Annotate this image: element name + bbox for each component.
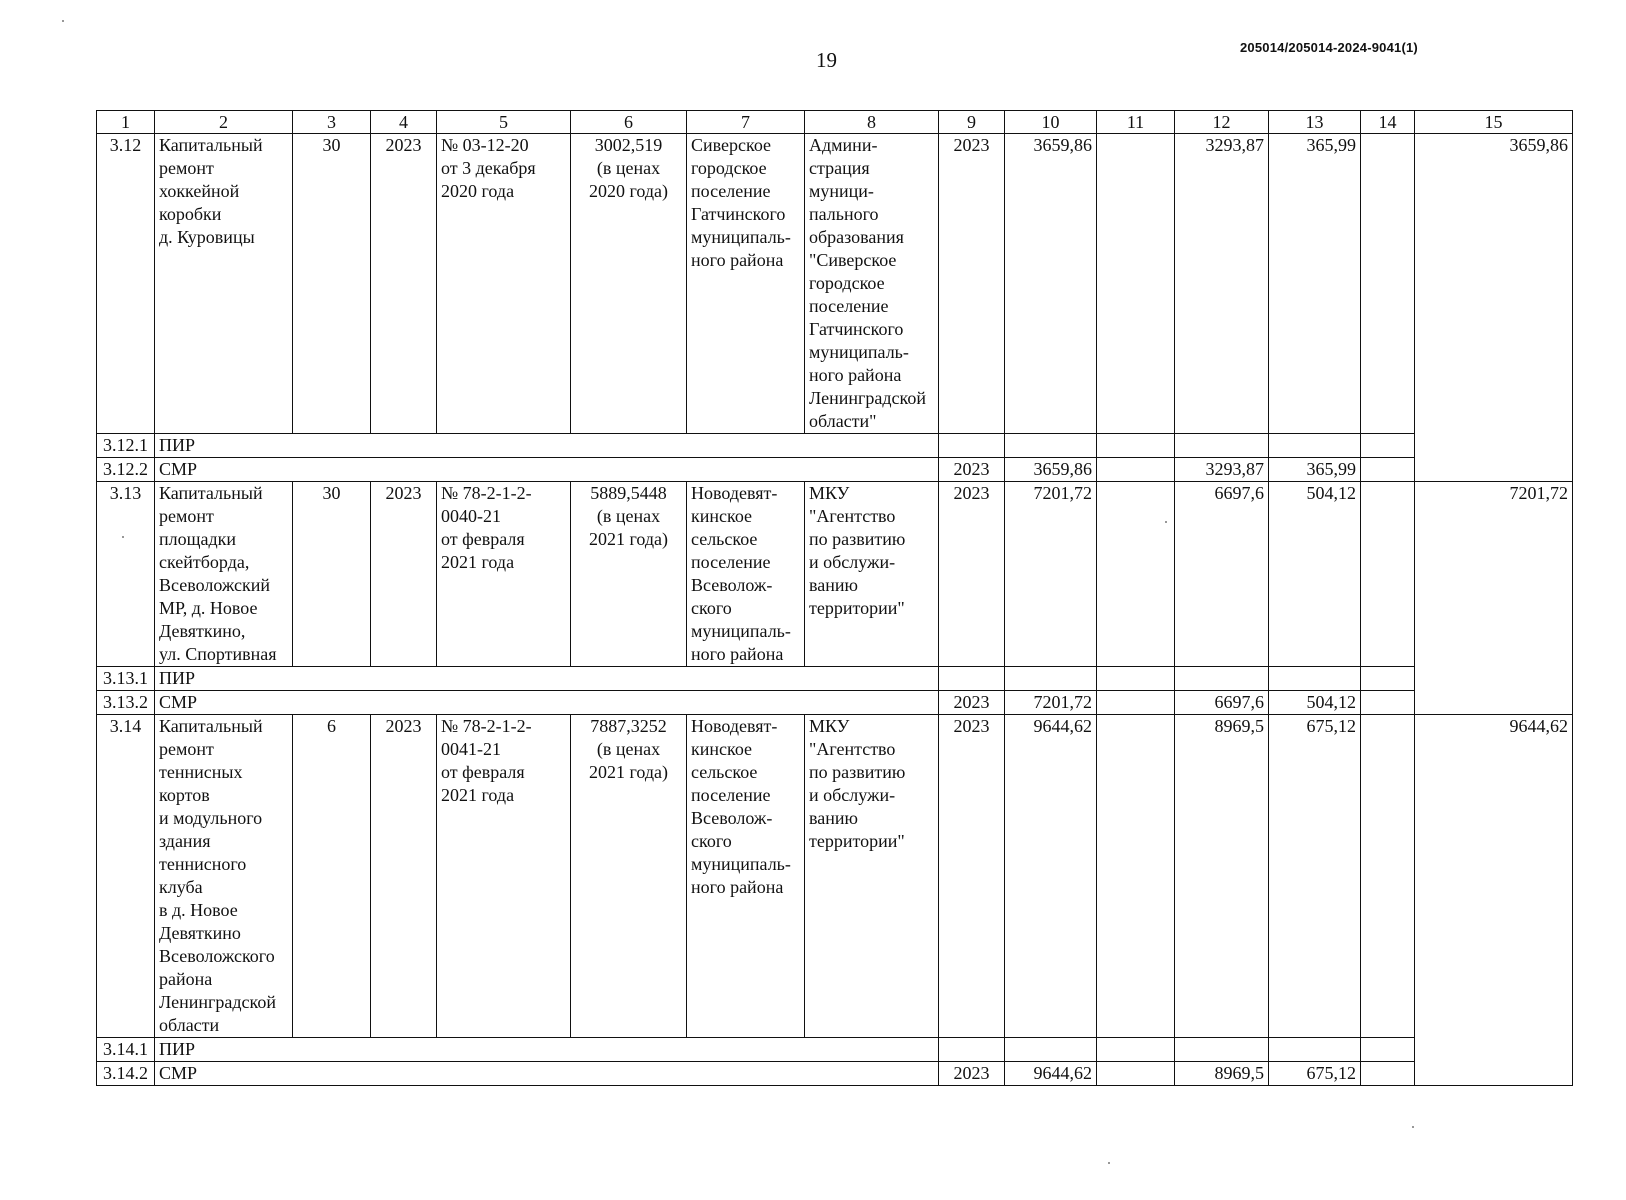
cell: 2023: [939, 1062, 1005, 1086]
cell: 2023: [371, 715, 437, 1038]
cell: 8969,5: [1175, 1062, 1269, 1086]
column-number: 6: [571, 111, 687, 134]
cell: [1175, 434, 1269, 458]
cell: [1269, 1038, 1361, 1062]
cell: [1097, 134, 1175, 434]
cell: [1175, 1038, 1269, 1062]
cell: [1361, 691, 1415, 715]
cell: [1361, 434, 1415, 458]
cell: [1269, 434, 1361, 458]
table-row: [97, 482, 1573, 667]
cell: 7201,72: [1005, 482, 1097, 667]
total-cell: 9644,62: [1415, 715, 1573, 1086]
estimated-cost: 7887,3252 (в ценах 2021 года): [571, 715, 687, 1038]
sub-item-label: ПИР: [155, 434, 939, 458]
scan-speck: [1412, 1126, 1414, 1128]
cell: [939, 1038, 1005, 1062]
table-row: [97, 715, 1573, 1038]
cell: 9644,62: [1005, 715, 1097, 1038]
cell: 7201,72: [1005, 691, 1097, 715]
cell: 3659,86: [1005, 458, 1097, 482]
municipality: Новодевят- кинское сельское поселение Всеволож- ского муниципаль- ного района: [687, 482, 805, 667]
cell: 675,12: [1269, 715, 1361, 1038]
column-number: 2: [155, 111, 293, 134]
column-number: 9: [939, 111, 1005, 134]
document-ref: № 78-2-1-2- 0041-21 от февраля 2021 года: [437, 715, 571, 1038]
cell: 2023: [939, 134, 1005, 434]
column-number: 11: [1097, 111, 1175, 134]
cell: [1361, 458, 1415, 482]
estimated-cost: 5889,5448 (в ценах 2021 года): [571, 482, 687, 667]
cell: 3293,87: [1175, 134, 1269, 434]
cell: 2023: [939, 482, 1005, 667]
item-number: 3.12: [97, 134, 155, 434]
cell: 365,99: [1269, 134, 1361, 434]
cell: 6697,6: [1175, 482, 1269, 667]
sub-item-label: СМР: [155, 1062, 939, 1086]
table-row: [97, 134, 1573, 434]
total-cell: 3659,86: [1415, 134, 1573, 482]
column-number: 13: [1269, 111, 1361, 134]
cell: 2023: [939, 691, 1005, 715]
cell: [1361, 134, 1415, 434]
cell: [1361, 715, 1415, 1038]
object-name: Капитальный ремонт хоккейной коробки д. Куровицы: [155, 134, 293, 434]
cell: 3293,87: [1175, 458, 1269, 482]
cell: 675,12: [1269, 1062, 1361, 1086]
sub-item-label: СМР: [155, 458, 939, 482]
cell: 9644,62: [1005, 1062, 1097, 1086]
column-number: 15: [1415, 111, 1573, 134]
cell: [1005, 434, 1097, 458]
column-number: 12: [1175, 111, 1269, 134]
object-name: Капитальный ремонт теннисных кортов и модульного здания теннисного клуба в д. Новое Девяткино Всеволожского района Ленинградской области: [155, 715, 293, 1038]
table-row: [97, 691, 1573, 715]
cell: [1361, 1062, 1415, 1086]
column-number: 3: [293, 111, 371, 134]
table-row: [97, 458, 1573, 482]
object-name: Капитальный ремонт площадки скейтборда, Всеволожский МР, д. Новое Девяткино, ул. Спортивная: [155, 482, 293, 667]
cell: 2023: [371, 482, 437, 667]
cell: [1361, 667, 1415, 691]
customer: МКУ "Агентство по развитию и обслужи- ванию территории": [805, 482, 939, 667]
sub-item-number: 3.14.2: [97, 1062, 155, 1086]
municipality: Сиверское городское поселение Гатчинского муниципаль- ного района: [687, 134, 805, 434]
cell: [1097, 1038, 1175, 1062]
sub-item-number: 3.13.2: [97, 691, 155, 715]
page-number: 19: [816, 48, 837, 72]
table-row: [97, 1062, 1573, 1086]
column-number: 14: [1361, 111, 1415, 134]
scan-speck: [1108, 1162, 1110, 1164]
customer: Админи- страция муници- пального образования "Сиверское городское поселение Гатчинского муниципаль- ного района Ленинградской области": [805, 134, 939, 434]
cell: [1097, 482, 1175, 667]
table-row: [97, 667, 1573, 691]
cell: 504,12: [1269, 691, 1361, 715]
scan-speck: [62, 20, 64, 22]
cell: 2023: [939, 458, 1005, 482]
column-number: 7: [687, 111, 805, 134]
cell: [1361, 482, 1415, 667]
estimated-cost: 3002,519 (в ценах 2020 года): [571, 134, 687, 434]
column-number: 5: [437, 111, 571, 134]
cell: [1005, 1038, 1097, 1062]
table-row: [97, 434, 1573, 458]
municipality: Новодевят- кинское сельское поселение Всеволож- ского муниципаль- ного района: [687, 715, 805, 1038]
document-id: 205014/205014-2024-9041(1): [1240, 40, 1418, 55]
cell: [1005, 667, 1097, 691]
document-ref: № 78-2-1-2- 0040-21 от февраля 2021 года: [437, 482, 571, 667]
item-number: 3.14: [97, 715, 155, 1038]
column-number: 10: [1005, 111, 1097, 134]
cell: 8969,5: [1175, 715, 1269, 1038]
table-row: [97, 1038, 1573, 1062]
scan-speck: [1165, 521, 1167, 523]
item-number: 3.13: [97, 482, 155, 667]
cell: 365,99: [1269, 458, 1361, 482]
cell: [1269, 667, 1361, 691]
cell: [1175, 667, 1269, 691]
column-number: 8: [805, 111, 939, 134]
sub-item-number: 3.12.2: [97, 458, 155, 482]
cell: [1097, 691, 1175, 715]
cell: [1097, 458, 1175, 482]
cell: 2023: [939, 715, 1005, 1038]
cell: [1097, 434, 1175, 458]
cell: [939, 667, 1005, 691]
cell: [1361, 1038, 1415, 1062]
cell: [1097, 715, 1175, 1038]
cell: 504,12: [1269, 482, 1361, 667]
sub-item-number: 3.13.1: [97, 667, 155, 691]
cell: [1097, 667, 1175, 691]
total-cell: 7201,72: [1415, 482, 1573, 715]
customer: МКУ "Агентство по развитию и обслужи- ванию территории": [805, 715, 939, 1038]
cell: [939, 434, 1005, 458]
cell: 30: [293, 482, 371, 667]
cell: 6: [293, 715, 371, 1038]
sub-item-label: СМР: [155, 691, 939, 715]
cell: 3659,86: [1005, 134, 1097, 434]
column-number: 1: [97, 111, 155, 134]
cell: 30: [293, 134, 371, 434]
cell: 2023: [371, 134, 437, 434]
works-table: [96, 110, 1573, 1086]
cell: 6697,6: [1175, 691, 1269, 715]
sub-item-label: ПИР: [155, 667, 939, 691]
column-number: 4: [371, 111, 437, 134]
scan-speck: [122, 536, 124, 538]
sub-item-number: 3.14.1: [97, 1038, 155, 1062]
cell: [1097, 1062, 1175, 1086]
sub-item-number: 3.12.1: [97, 434, 155, 458]
column-number-row: [97, 111, 1573, 134]
document-ref: № 03-12-20 от 3 декабря 2020 года: [437, 134, 571, 434]
sub-item-label: ПИР: [155, 1038, 939, 1062]
